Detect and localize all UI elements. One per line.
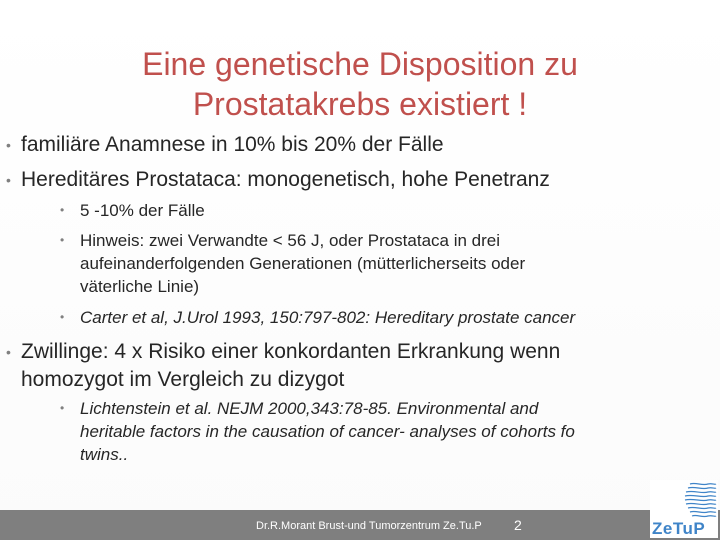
bullet-dot: • — [60, 401, 65, 415]
bullet-dot: • — [60, 233, 65, 247]
page-number: 2 — [514, 517, 522, 533]
bullet-text-line-2: homozygot im Vergleich zu dizygot — [21, 368, 345, 391]
sub-bullet-text-line-1: Lichtenstein et al. NEJM 2000,343:78-85. Environmental and — [80, 399, 539, 418]
bullet-text-line-1: Zwillinge: 4 x Risiko einer konkordanten Erkrankung wenn — [21, 340, 561, 363]
sub-bullet-text-line-3: twins.. — [80, 445, 129, 464]
bullet-family-history — [6, 131, 706, 159]
sub-bullet-text: Carter et al, J.Urol 1993, 150:797-802: Hereditary prostate cancer — [80, 308, 576, 327]
sub-bullet-text-line-3: väterliche Linie) — [80, 277, 200, 296]
bullet-text: familiäre Anamnese in 10% bis 20% der Fälle — [21, 133, 444, 156]
sub-bullet-text: 5 -10% der Fälle — [80, 201, 205, 220]
bullet-dot: • — [6, 137, 11, 153]
bullet-hereditary — [6, 166, 706, 194]
sub-bullet-lichtenstein-reference — [60, 397, 680, 466]
bullet-text: Hereditäres Prostataca: monogenetisch, hohe Penetranz — [21, 168, 550, 191]
sub-bullet-text-line-2: heritable factors in the causation of cancer- analyses of cohorts fo — [80, 422, 575, 441]
bullet-dot: • — [60, 310, 65, 324]
slide-title-line-1: Eine genetische Disposition zu — [142, 46, 578, 82]
bullet-dot: • — [60, 203, 65, 217]
bullet-dot: • — [6, 344, 11, 360]
sub-bullet-text-line-2: aufeinanderfolgenden Generationen (mütterlicherseits oder — [80, 254, 526, 273]
bullet-twins — [6, 338, 706, 394]
sub-bullet-text-line-1: Hinweis: zwei Verwandte < 56 J, oder Prostataca in drei — [80, 231, 501, 250]
slide-title-line-2: Prostatakrebs existiert ! — [192, 86, 528, 122]
sub-bullet-relatives-hint — [60, 229, 680, 298]
sub-bullet-carter-reference — [60, 306, 680, 329]
sub-bullet-percentage — [60, 199, 680, 222]
logo-text: ZeTuP — [652, 519, 706, 538]
footer-text: Dr.R.Morant Brust-und Tumorzentrum Ze.Tu.P — [256, 520, 482, 532]
bullet-dot: • — [6, 172, 11, 188]
